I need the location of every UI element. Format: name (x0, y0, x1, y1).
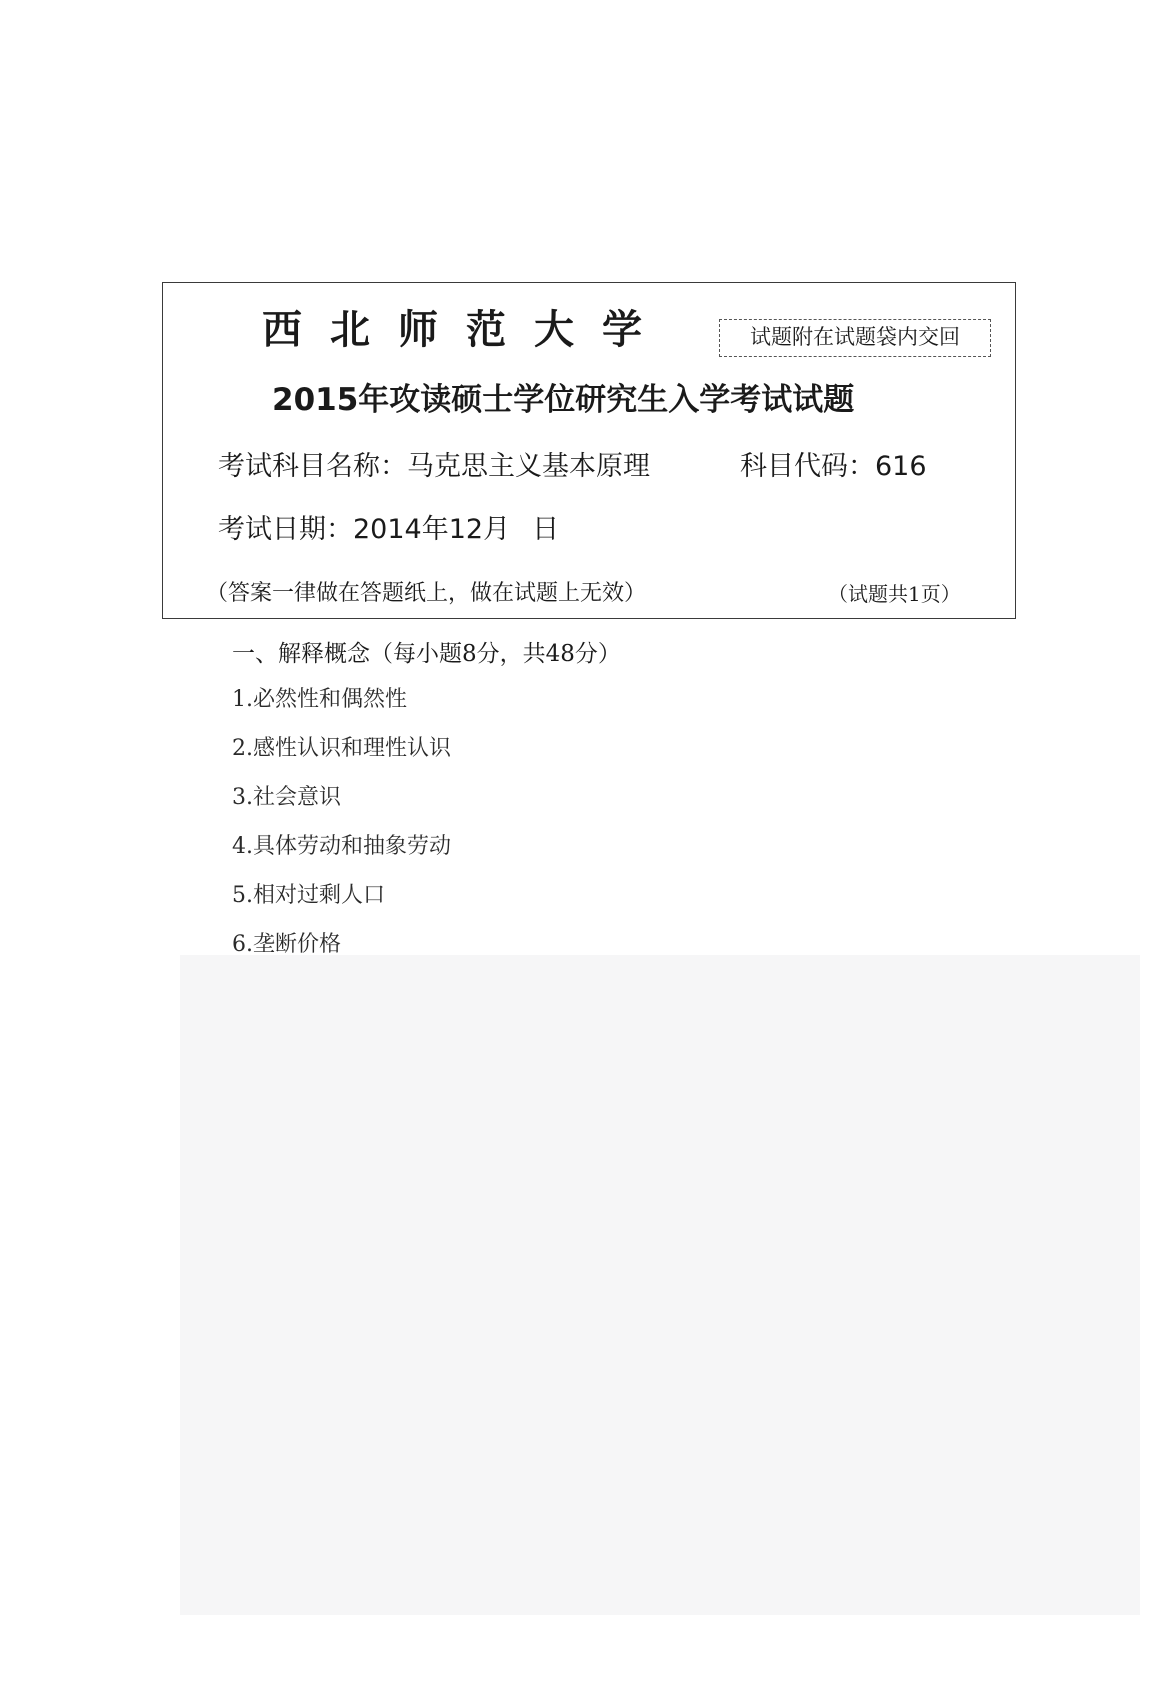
date-day: 日 (532, 514, 560, 545)
exam-title: 2015年攻读硕士学位研究生入学考试试题 (272, 382, 855, 418)
page-count-note: （试题共1页） (828, 582, 961, 606)
question-item: 3.社会意识 (232, 785, 341, 810)
question-item: 2.感性认识和理性认识 (232, 736, 451, 761)
exam-date-line (218, 507, 559, 546)
code-value: 616 (875, 451, 927, 482)
subject-line (218, 444, 650, 483)
subject-code-line (740, 444, 927, 483)
return-note-box: 试题附在试题袋内交回 (719, 319, 991, 357)
answer-instruction: （答案一律做在答题纸上，做在试题上无效） (206, 581, 647, 606)
question-item: 4.具体劳动和抽象劳动 (232, 834, 451, 859)
subject-label: 考试科目名称： (218, 451, 407, 482)
university-name: 西北师范大学 (262, 307, 670, 353)
code-label: 科目代码： (740, 451, 875, 482)
date-label: 考试日期： (218, 514, 353, 545)
section-title: 一、解释概念（每小题8分，共48分） (232, 641, 621, 667)
scan-shading (180, 955, 1140, 1615)
question-item: 5.相对过剩人口 (232, 883, 385, 908)
question-item: 6.垄断价格 (232, 932, 341, 957)
question-item: 1.必然性和偶然性 (232, 687, 407, 712)
subject-name: 马克思主义基本原理 (407, 451, 650, 482)
date-value: 2014年12月 (353, 514, 511, 545)
